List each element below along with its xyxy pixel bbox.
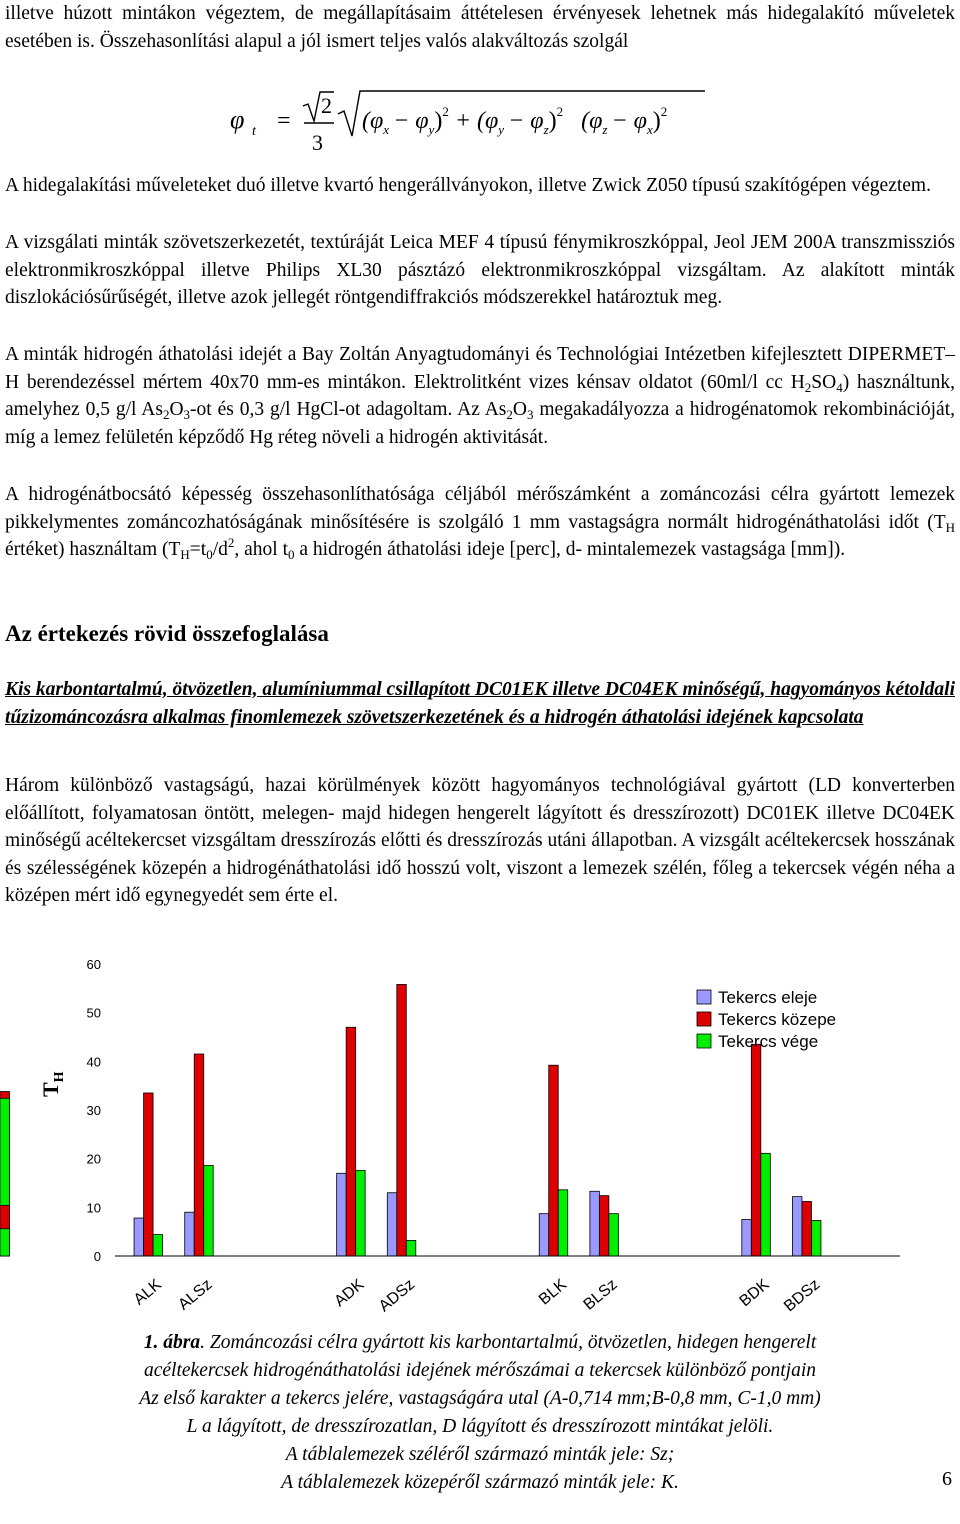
bar-BDK-1 xyxy=(742,1220,752,1257)
caption-line-4: L a lágyított, de dresszírozatlan, D lágyított és dresszírozott mintákat jelöli. xyxy=(186,1416,774,1437)
bar-ALK-2 xyxy=(144,1093,154,1256)
caption-line-6: A táblalemezek közepéről származó minták jele: K. xyxy=(281,1472,679,1493)
legend-label: Tekercs közepe xyxy=(718,1010,837,1029)
paragraph-methods-permeation: A minták hidrogén áthatolási idejét a Bay Zoltán Anyagtudományi és Technológiai Intézetben kifejlesztett DIPERMET–H berendezéssel mértem 40x70 mm-es mintákon. Elektrolitként vizes kénsav oldatot (60ml/l cc $H_2SO_4$) használtunk, amelyhez 0,5 g/l $As_2O_3-ot$ és 0,3 g/l HgCl-ot adagoltam. Az $As_2O_3$ megakadályozza a hidrogénatomok rekombinációját, míg a lemez felületén képződő Hg réteg növeli a hidrogén aktivitását. xyxy=(5,344,955,448)
bar-chart-th xyxy=(0,945,960,1335)
y-tick-label: 10 xyxy=(86,1200,101,1216)
eq-lhs-sub: t xyxy=(252,124,256,139)
figure-caption xyxy=(0,1329,960,1497)
eq-equals: = xyxy=(277,108,291,134)
section-heading: Az értekezés rövid összefoglalása xyxy=(5,621,329,646)
eq-numerator: 2 xyxy=(321,93,332,118)
bar-BLSz-3 xyxy=(609,1214,619,1256)
legend-swatch xyxy=(697,1034,711,1048)
bar-BDK-3 xyxy=(761,1153,771,1256)
page-number: 6 xyxy=(942,1468,952,1490)
bar-ADK-3 xyxy=(356,1170,366,1256)
paragraph-intro: illetve húzott mintákon végeztem, de megállapításaim áttételesen érvényesek lehetnek más hidegalakító műveletek esetében is. Összehasonlítási alapul a jól ismert teljes valós alakváltozás szolgál xyxy=(5,3,955,52)
bar-ADSz-1 xyxy=(387,1193,397,1256)
legend-label: Tekercs vége xyxy=(718,1032,819,1051)
y-axis-label xyxy=(38,1071,67,1097)
legend-label: Tekercs eleje xyxy=(718,988,818,1007)
eq-denominator: 3 xyxy=(312,130,323,155)
bar-BLSz-2 xyxy=(599,1196,609,1256)
bar-ADSz-2 xyxy=(397,984,407,1256)
subsection-heading: Kis karbontartalmú, ötvözetlen, alumíniummal csillapított DC01EK illetve DC04EK minőségű, hagyományos kétoldali tűzizománcozásra alkalmas finomlemezek szövetszerkezetének és a hidrogén áthatolási idejének kapcsolata xyxy=(5,679,955,728)
caption-line-1: 1. ábra. Zománcozási célra gyártott kis karbontartalmú, ötvözetlen, hidegen hengerelt xyxy=(143,1332,817,1353)
paragraph-th-definition: A hidrogénátbocsátó képesség összehasonlíthatósága céljából mérőszámként a zománcozási célra gyártott lemezek pikkelymentes zománcozhatóságának minősítésére is szolgáló 1 mm vastagságra normált hidrogénáthatolási időt ($T_H$ értéket) használtam ($T_H=t_0/d^2$, ahol $t_0$ a hidrogén áthatolási ideje [perc], d- mintalemezek vastagsága [mm]). xyxy=(5,484,955,562)
bar-BDSz-1 xyxy=(792,1197,802,1256)
paragraph-methods-forming: A hidegalakítási műveleteket duó illetve kvartó hengerállványokon, illetve Zwick Z050 típusú szakítógépen végeztem. xyxy=(5,175,931,196)
y-tick-label: 20 xyxy=(86,1151,101,1167)
y-tick-label: 40 xyxy=(86,1054,101,1070)
y-tick-label: 0 xyxy=(93,1249,101,1264)
x-tick-label: ADSz xyxy=(375,1276,419,1316)
paragraph-results: Három különböző vastagságú, hazai körülmények között hagyományos technológiával gyártott (LD konverterben előállított, folyamatosan öntött, melegen- majd hidegen hengerelt lágyított és dresszírozott) DC01EK illetve DC04EK minőségű acéltekercset vizsgáltam dresszírozás előtti és dresszírozás utáni állapotban. A vizsgált acéltekercsek hosszának és szélességének közepén a hidrogénáthatolási idő hosszú volt, viszont a lemezek szélén, főleg a tekercsek végén néha a középen mért idő egynegyedét sem érte el. xyxy=(5,775,955,906)
caption-line-3: Az első karakter a tekercs jelére, vastagságára utal (A-0,714 mm;B-0,8 mm, C-1,0 mm) xyxy=(139,1388,821,1409)
y-tick-label: 60 xyxy=(86,957,101,972)
x-tick-label: BDSz xyxy=(781,1276,824,1316)
bar-ALSz-1 xyxy=(185,1212,195,1256)
bar-BLK-1 xyxy=(539,1214,549,1256)
bar-BLK-3 xyxy=(558,1190,568,1256)
equation-total-strain xyxy=(0,88,960,168)
x-tick-label: BLK xyxy=(535,1276,571,1309)
x-tick-label: ADK xyxy=(331,1276,368,1311)
figure-label: 1. ábra xyxy=(143,1332,201,1353)
eq-lhs: φ xyxy=(230,105,245,134)
legend xyxy=(697,988,836,1051)
bar-ALK-3 xyxy=(153,1235,163,1256)
caption-line-2: acéltekercsek hidrogénáthatolási idejének mérőszámai a tekercsek különböző pontjain xyxy=(143,1360,817,1381)
y-ticks xyxy=(87,957,101,1264)
bar-BDSz-3 xyxy=(811,1220,821,1256)
bar-BDK-2 xyxy=(751,1044,761,1256)
bar-BLSz-1 xyxy=(590,1191,600,1256)
bar-CDSz-3 xyxy=(0,1229,10,1256)
bar-ALSz-2 xyxy=(194,1054,204,1256)
bar-ADSz-3 xyxy=(406,1240,416,1256)
svg-text:TH: $T_H$ xyxy=(38,1071,67,1097)
bar-ADK-2 xyxy=(346,1027,356,1256)
y-tick-label: 50 xyxy=(86,1005,101,1021)
legend-swatch xyxy=(697,990,711,1004)
caption-line-5: A táblalemezek széléről származó minták jele: Sz; xyxy=(285,1444,675,1465)
x-tick-label: BDK xyxy=(736,1276,773,1311)
bar-BLK-2 xyxy=(549,1065,559,1256)
bar-ADK-1 xyxy=(337,1173,347,1256)
paragraph-methods-microscopy: A vizsgálati minták szövetszerkezetét, textúráját Leica MEF 4 típusú fénymikroszkóppal, Jeol JEM 200A transzmissziós elektronmikroszkóppal illetve Philips XL30 pásztázó elektronmikroszkóppal vizsgáltam. Az alakított minták diszlokációsűrűségét, illetve azok jellegét röntgendiffrakciós módszerekkel határoztuk meg. xyxy=(5,232,955,308)
legend-swatch xyxy=(697,1012,711,1026)
x-tick-label: ALSz xyxy=(175,1276,216,1314)
x-tick-label: BLSz xyxy=(580,1276,621,1314)
eq-terms: $(\varphi_x - \varphi_y)^2 + (\varphi_y - \varphi_z)^2$ $(\varphi_z - \varphi_x)^2$ xyxy=(362,104,668,137)
x-tick-label: ALK xyxy=(130,1276,165,1309)
bar-BDSz-2 xyxy=(802,1201,812,1256)
bar-ALSz-3 xyxy=(204,1165,214,1256)
y-tick-label: 30 xyxy=(86,1103,101,1118)
bar-ALK-1 xyxy=(134,1218,144,1256)
